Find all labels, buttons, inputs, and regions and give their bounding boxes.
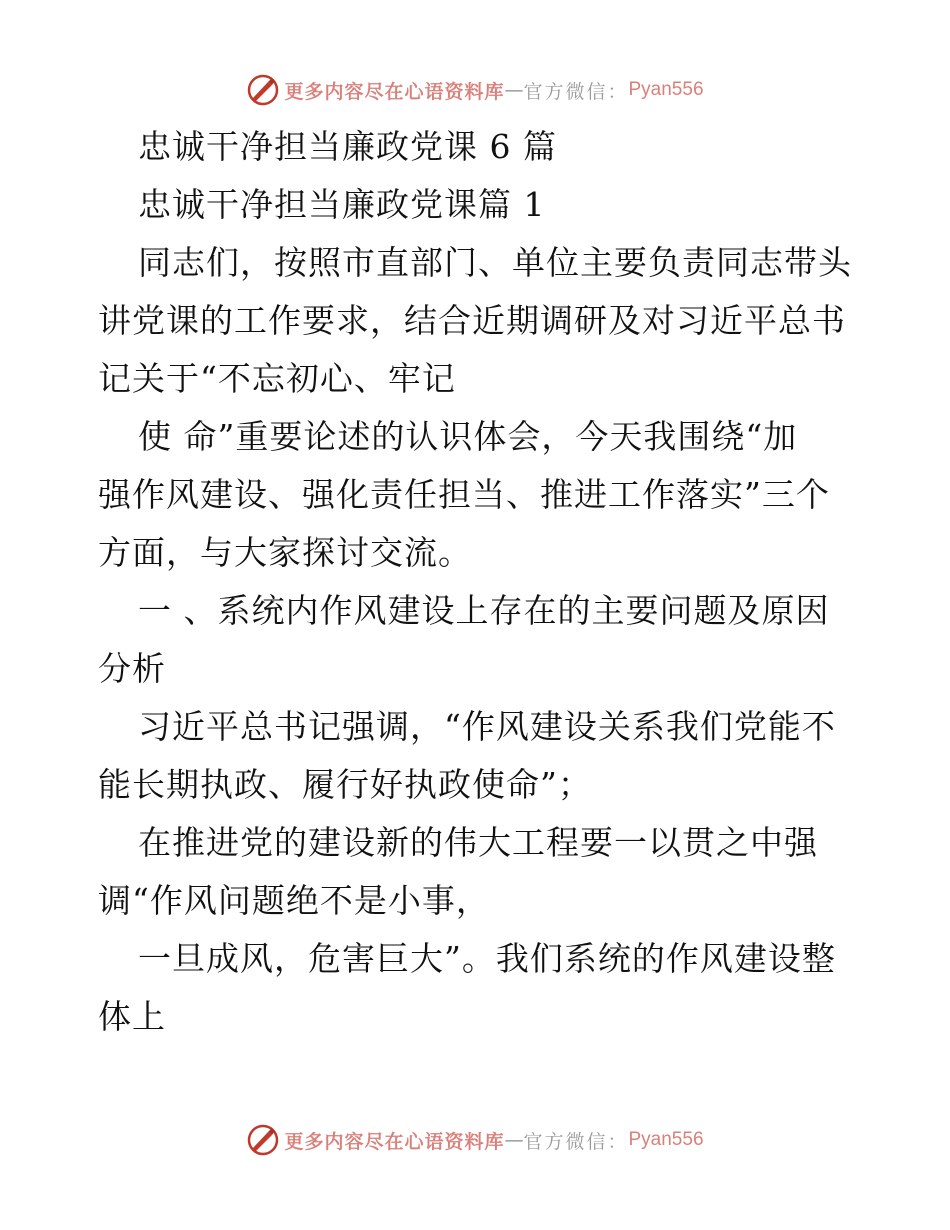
doc-line: 在推进党的建设新的伟大工程要一以贯之中强 (138, 823, 818, 862)
header-wechat-id: Pyan556 (628, 79, 704, 100)
doc-line: 能长期执政、履行好执政使命”； (98, 765, 592, 804)
header-brand-text: 更多内容尽在心语资料库 (284, 80, 505, 103)
pen-logo-icon (246, 73, 280, 107)
doc-line: 记关于“不忘初心、牢记 (98, 359, 456, 398)
pen-logo-icon (246, 1123, 280, 1157)
doc-line: 习近平总书记强调，“作风建设关系我们党能不 (138, 707, 836, 746)
doc-line: 同志们，按照市直部门、单位主要负责同志带头 (138, 243, 852, 282)
document-body (98, 118, 858, 1046)
doc-line: 体上 (98, 997, 166, 1036)
header-banner (0, 70, 950, 110)
doc-line: 分析 (98, 649, 166, 688)
footer-brand-text: 更多内容尽在心语资料库 (284, 1130, 505, 1153)
footer-wechat-label: 官方微信： (523, 1130, 629, 1153)
doc-line: 使 命”重要论述的认识体会，今天我围绕“加 (138, 417, 798, 456)
footer-banner (0, 1120, 950, 1160)
doc-line: 一旦成风，危害巨大”。我们系统的作风建设整 (138, 939, 836, 978)
header-dash: — (504, 79, 524, 101)
doc-line: 方面，与大家探讨交流。 (98, 533, 472, 572)
doc-line: 讲党课的工作要求，结合近期调研及对习近平总书 (98, 301, 846, 340)
section-heading: 一 、系统内作风建设上存在的主要问题及原因 (138, 591, 830, 630)
footer-dash: — (504, 1129, 524, 1151)
footer-wechat-id: Pyan556 (628, 1129, 704, 1150)
doc-title: 忠诚干净担当廉政党课 6 篇 (138, 127, 557, 166)
doc-subtitle: 忠诚干净担当廉政党课篇 1 (138, 185, 546, 224)
header-wechat-label: 官方微信： (523, 80, 629, 103)
doc-line: 调“作风问题绝不是小事， (98, 881, 490, 920)
doc-line: 强作风建设、强化责任担当、推进工作落实”三个 (98, 475, 830, 514)
